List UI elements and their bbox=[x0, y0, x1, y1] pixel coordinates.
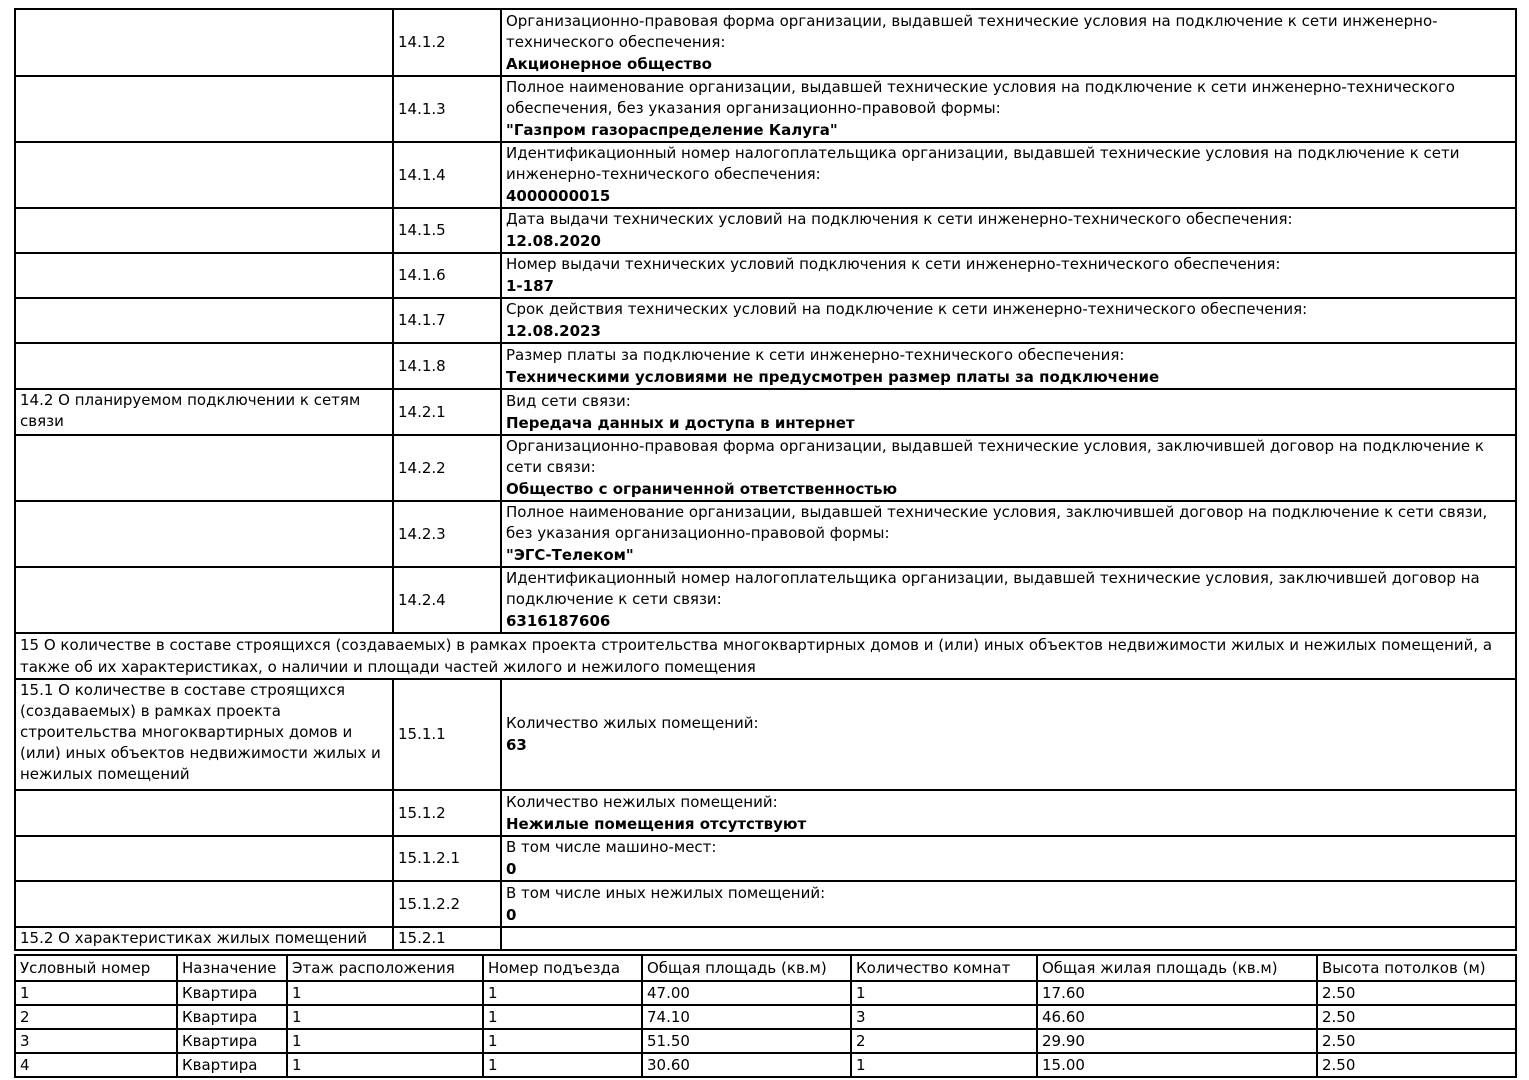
item-content-cell bbox=[501, 343, 1516, 389]
cell-ceiling-height: 2.50 bbox=[1317, 1005, 1516, 1029]
cell-purpose: Квартира bbox=[177, 981, 287, 1005]
field-value: "Газпром газораспределение Калуга" bbox=[506, 121, 838, 139]
field-value: Общество с ограниченной ответственностью bbox=[506, 480, 898, 498]
section-label-cell bbox=[15, 208, 393, 253]
section-label-cell bbox=[15, 836, 393, 881]
item-number-cell: 14.2.4 bbox=[393, 567, 501, 633]
cell-floor: 1 bbox=[287, 981, 483, 1005]
section-label-cell: 15.1 О количестве в составе строящихся (создаваемых) в рамках проекта строительства многоквартирных домов и (или) иных объектов недвижимости жилых и нежилых помещений bbox=[15, 679, 393, 790]
item-content-cell bbox=[501, 208, 1516, 253]
field-value: 4000000015 bbox=[506, 187, 611, 205]
item-content-cell bbox=[501, 76, 1516, 142]
cell-entrance: 1 bbox=[483, 1005, 642, 1029]
field-label: Размер платы за подключение к сети инженерно-технического обеспечения: bbox=[506, 345, 1125, 364]
cell-ceiling-height: 2.50 bbox=[1317, 981, 1516, 1005]
declaration-table bbox=[14, 8, 1517, 951]
field-label: Дата выдачи технических условий на подключения к сети инженерно-технического обеспечения: bbox=[506, 210, 1293, 228]
section-label-cell bbox=[15, 501, 393, 567]
table-row bbox=[15, 343, 1516, 389]
item-number-cell: 14.1.3 bbox=[393, 76, 501, 142]
apartments-table bbox=[14, 954, 1517, 1078]
section-label-cell bbox=[15, 343, 393, 389]
item-number-cell: 15.1.2.1 bbox=[393, 836, 501, 881]
apartment-row bbox=[15, 1029, 1516, 1053]
table-row bbox=[15, 253, 1516, 298]
cell-total-area: 51.50 bbox=[642, 1029, 851, 1053]
field-value: 1-187 bbox=[506, 277, 554, 295]
field-value: Передача данных и доступа в интернет bbox=[506, 413, 855, 432]
table-row bbox=[15, 567, 1516, 633]
cell-total-area: 30.60 bbox=[642, 1053, 851, 1077]
cell-rooms: 2 bbox=[851, 1029, 1037, 1053]
item-number-cell: 14.1.5 bbox=[393, 208, 501, 253]
item-content-cell bbox=[501, 389, 1516, 435]
cell-purpose: Квартира bbox=[177, 1005, 287, 1029]
item-content-cell bbox=[501, 567, 1516, 633]
table-row bbox=[15, 298, 1516, 343]
cell-rooms: 3 bbox=[851, 1005, 1037, 1029]
cell-floor: 1 bbox=[287, 1029, 483, 1053]
item-content-cell bbox=[501, 881, 1516, 927]
item-content-cell bbox=[501, 298, 1516, 343]
section-label-cell bbox=[15, 435, 393, 501]
field-label: Полное наименование организации, выдавшей технические условия на подключение к сети инженерно-технического обеспечения, без указания организационно-правовой формы: bbox=[506, 78, 1455, 117]
item-content-cell bbox=[501, 253, 1516, 298]
cell-total-area: 47.00 bbox=[642, 981, 851, 1005]
field-value: "ЭГС-Телеком" bbox=[506, 546, 634, 564]
cell-rooms: 1 bbox=[851, 981, 1037, 1005]
item-number-cell: 14.1.6 bbox=[393, 253, 501, 298]
section-label-cell bbox=[15, 790, 393, 836]
item-number-cell: 14.2.1 bbox=[393, 389, 501, 435]
item-number-cell: 14.2.2 bbox=[393, 435, 501, 501]
item-number-cell: 15.1.2 bbox=[393, 790, 501, 836]
cell-rooms: 1 bbox=[851, 1053, 1037, 1077]
cell-entrance: 1 bbox=[483, 1029, 642, 1053]
column-header-total-area: Общая площадь (кв.м) bbox=[642, 955, 851, 981]
table-row bbox=[15, 927, 1516, 950]
column-header-living-area: Общая жилая площадь (кв.м) bbox=[1037, 955, 1317, 981]
field-value: Техническими условиями не предусмотрен размер платы за подключение bbox=[506, 367, 1160, 386]
apartments-header-row bbox=[15, 955, 1516, 981]
field-label: Количество жилых помещений: bbox=[506, 714, 759, 732]
section-15-row bbox=[15, 633, 1516, 679]
field-label: Идентификационный номер налогоплательщика организации, выдавшей технические условия на подключение к сети инженерно-технического обеспечения: bbox=[506, 144, 1460, 183]
table-row bbox=[15, 679, 1516, 790]
cell-purpose: Квартира bbox=[177, 1029, 287, 1053]
field-label: Идентификационный номер налогоплательщика организации, выдавшей технические условия, заключившей договор на подключение к сети связи: bbox=[506, 569, 1480, 608]
section-label-cell bbox=[15, 76, 393, 142]
field-label: Номер выдачи технических условий подключения к сети инженерно-технического обеспечения: bbox=[506, 255, 1281, 273]
column-header-floor: Этаж расположения bbox=[287, 955, 483, 981]
field-value: 0 bbox=[506, 860, 517, 878]
table-row bbox=[15, 76, 1516, 142]
item-content-cell bbox=[501, 142, 1516, 208]
cell-entrance: 1 bbox=[483, 981, 642, 1005]
item-content-cell bbox=[501, 927, 1516, 950]
cell-unit-number: 4 bbox=[15, 1053, 177, 1077]
field-value: 6316187606 bbox=[506, 612, 611, 630]
item-number-cell: 15.1.1 bbox=[393, 679, 501, 790]
field-label: В том числе иных нежилых помещений: bbox=[506, 883, 826, 902]
cell-floor: 1 bbox=[287, 1005, 483, 1029]
section-label-cell bbox=[15, 9, 393, 76]
field-label: В том числе машино-мест: bbox=[506, 838, 717, 856]
column-header-ceiling-height: Высота потолков (м) bbox=[1317, 955, 1516, 981]
field-value: Акционерное общество bbox=[506, 54, 712, 73]
table-row bbox=[15, 881, 1516, 927]
cell-ceiling-height: 2.50 bbox=[1317, 1029, 1516, 1053]
cell-ceiling-height: 2.50 bbox=[1317, 1053, 1516, 1077]
item-number-cell: 14.1.2 bbox=[393, 9, 501, 76]
field-value: Нежилые помещения отсутствуют bbox=[506, 814, 807, 833]
table-row bbox=[15, 208, 1516, 253]
item-content-cell bbox=[501, 790, 1516, 836]
table-row bbox=[15, 836, 1516, 881]
item-number-cell: 14.1.7 bbox=[393, 298, 501, 343]
column-header-entrance: Номер подъезда bbox=[483, 955, 642, 981]
cell-living-area: 15.00 bbox=[1037, 1053, 1317, 1077]
field-value: 12.08.2020 bbox=[506, 232, 601, 250]
field-label: Организационно-правовая форма организации, выдавшей технические условия, заключившей договор на подключение к сети связи: bbox=[506, 437, 1484, 476]
declaration-tables bbox=[14, 8, 1515, 1078]
field-label: Количество нежилых помещений: bbox=[506, 792, 778, 811]
cell-entrance: 1 bbox=[483, 1053, 642, 1077]
table-row bbox=[15, 9, 1516, 76]
field-label: Полное наименование организации, выдавшей технические условия, заключившей договор на подключение к сети связи, без указания организационно-правовой формы: bbox=[506, 503, 1488, 542]
section-label-cell bbox=[15, 567, 393, 633]
section-label-cell: 15.2 О характеристиках жилых помещений bbox=[15, 927, 393, 950]
column-header-unit-number: Условный номер bbox=[15, 955, 177, 981]
item-content-cell bbox=[501, 679, 1516, 790]
field-label: Срок действия технических условий на подключение к сети инженерно-технического обеспечения: bbox=[506, 300, 1308, 318]
item-number-cell: 14.1.8 bbox=[393, 343, 501, 389]
field-value: 63 bbox=[506, 736, 527, 754]
field-value: 0 bbox=[506, 905, 517, 924]
cell-unit-number: 3 bbox=[15, 1029, 177, 1053]
cell-living-area: 46.60 bbox=[1037, 1005, 1317, 1029]
cell-living-area: 29.90 bbox=[1037, 1029, 1317, 1053]
section-15-header: 15 О количестве в составе строящихся (создаваемых) в рамках проекта строительства многоквартирных домов и (или) иных объектов недвижимости жилых и нежилых помещений, а также об их характеристиках, о наличии и площади частей жилого и нежилого помещения bbox=[15, 633, 1516, 679]
field-value: 12.08.2023 bbox=[506, 322, 601, 340]
field-label: Организационно-правовая форма организации, выдавшей технические условия на подключение к сети инженерно-технического обеспечения: bbox=[506, 11, 1438, 51]
table-row bbox=[15, 389, 1516, 435]
apartment-row bbox=[15, 1005, 1516, 1029]
cell-total-area: 74.10 bbox=[642, 1005, 851, 1029]
item-number-cell: 15.2.1 bbox=[393, 927, 501, 950]
table-row bbox=[15, 501, 1516, 567]
cell-living-area: 17.60 bbox=[1037, 981, 1317, 1005]
cell-unit-number: 2 bbox=[15, 1005, 177, 1029]
table-row bbox=[15, 790, 1516, 836]
table-row bbox=[15, 142, 1516, 208]
column-header-rooms: Количество комнат bbox=[851, 955, 1037, 981]
section-label-cell bbox=[15, 881, 393, 927]
section-label-cell bbox=[15, 142, 393, 208]
item-number-cell: 14.1.4 bbox=[393, 142, 501, 208]
table-row bbox=[15, 435, 1516, 501]
apartment-row bbox=[15, 1053, 1516, 1077]
field-label: Вид сети связи: bbox=[506, 391, 631, 410]
apartment-row bbox=[15, 981, 1516, 1005]
section-label-cell bbox=[15, 298, 393, 343]
cell-floor: 1 bbox=[287, 1053, 483, 1077]
cell-purpose: Квартира bbox=[177, 1053, 287, 1077]
section-label-cell: 14.2 О планируемом подключении к сетям связи bbox=[15, 389, 393, 435]
section-label-cell bbox=[15, 253, 393, 298]
item-content-cell bbox=[501, 435, 1516, 501]
item-content-cell bbox=[501, 501, 1516, 567]
item-number-cell: 15.1.2.2 bbox=[393, 881, 501, 927]
item-number-cell: 14.2.3 bbox=[393, 501, 501, 567]
item-content-cell bbox=[501, 836, 1516, 881]
cell-unit-number: 1 bbox=[15, 981, 177, 1005]
item-content-cell bbox=[501, 9, 1516, 76]
column-header-purpose: Назначение bbox=[177, 955, 287, 981]
